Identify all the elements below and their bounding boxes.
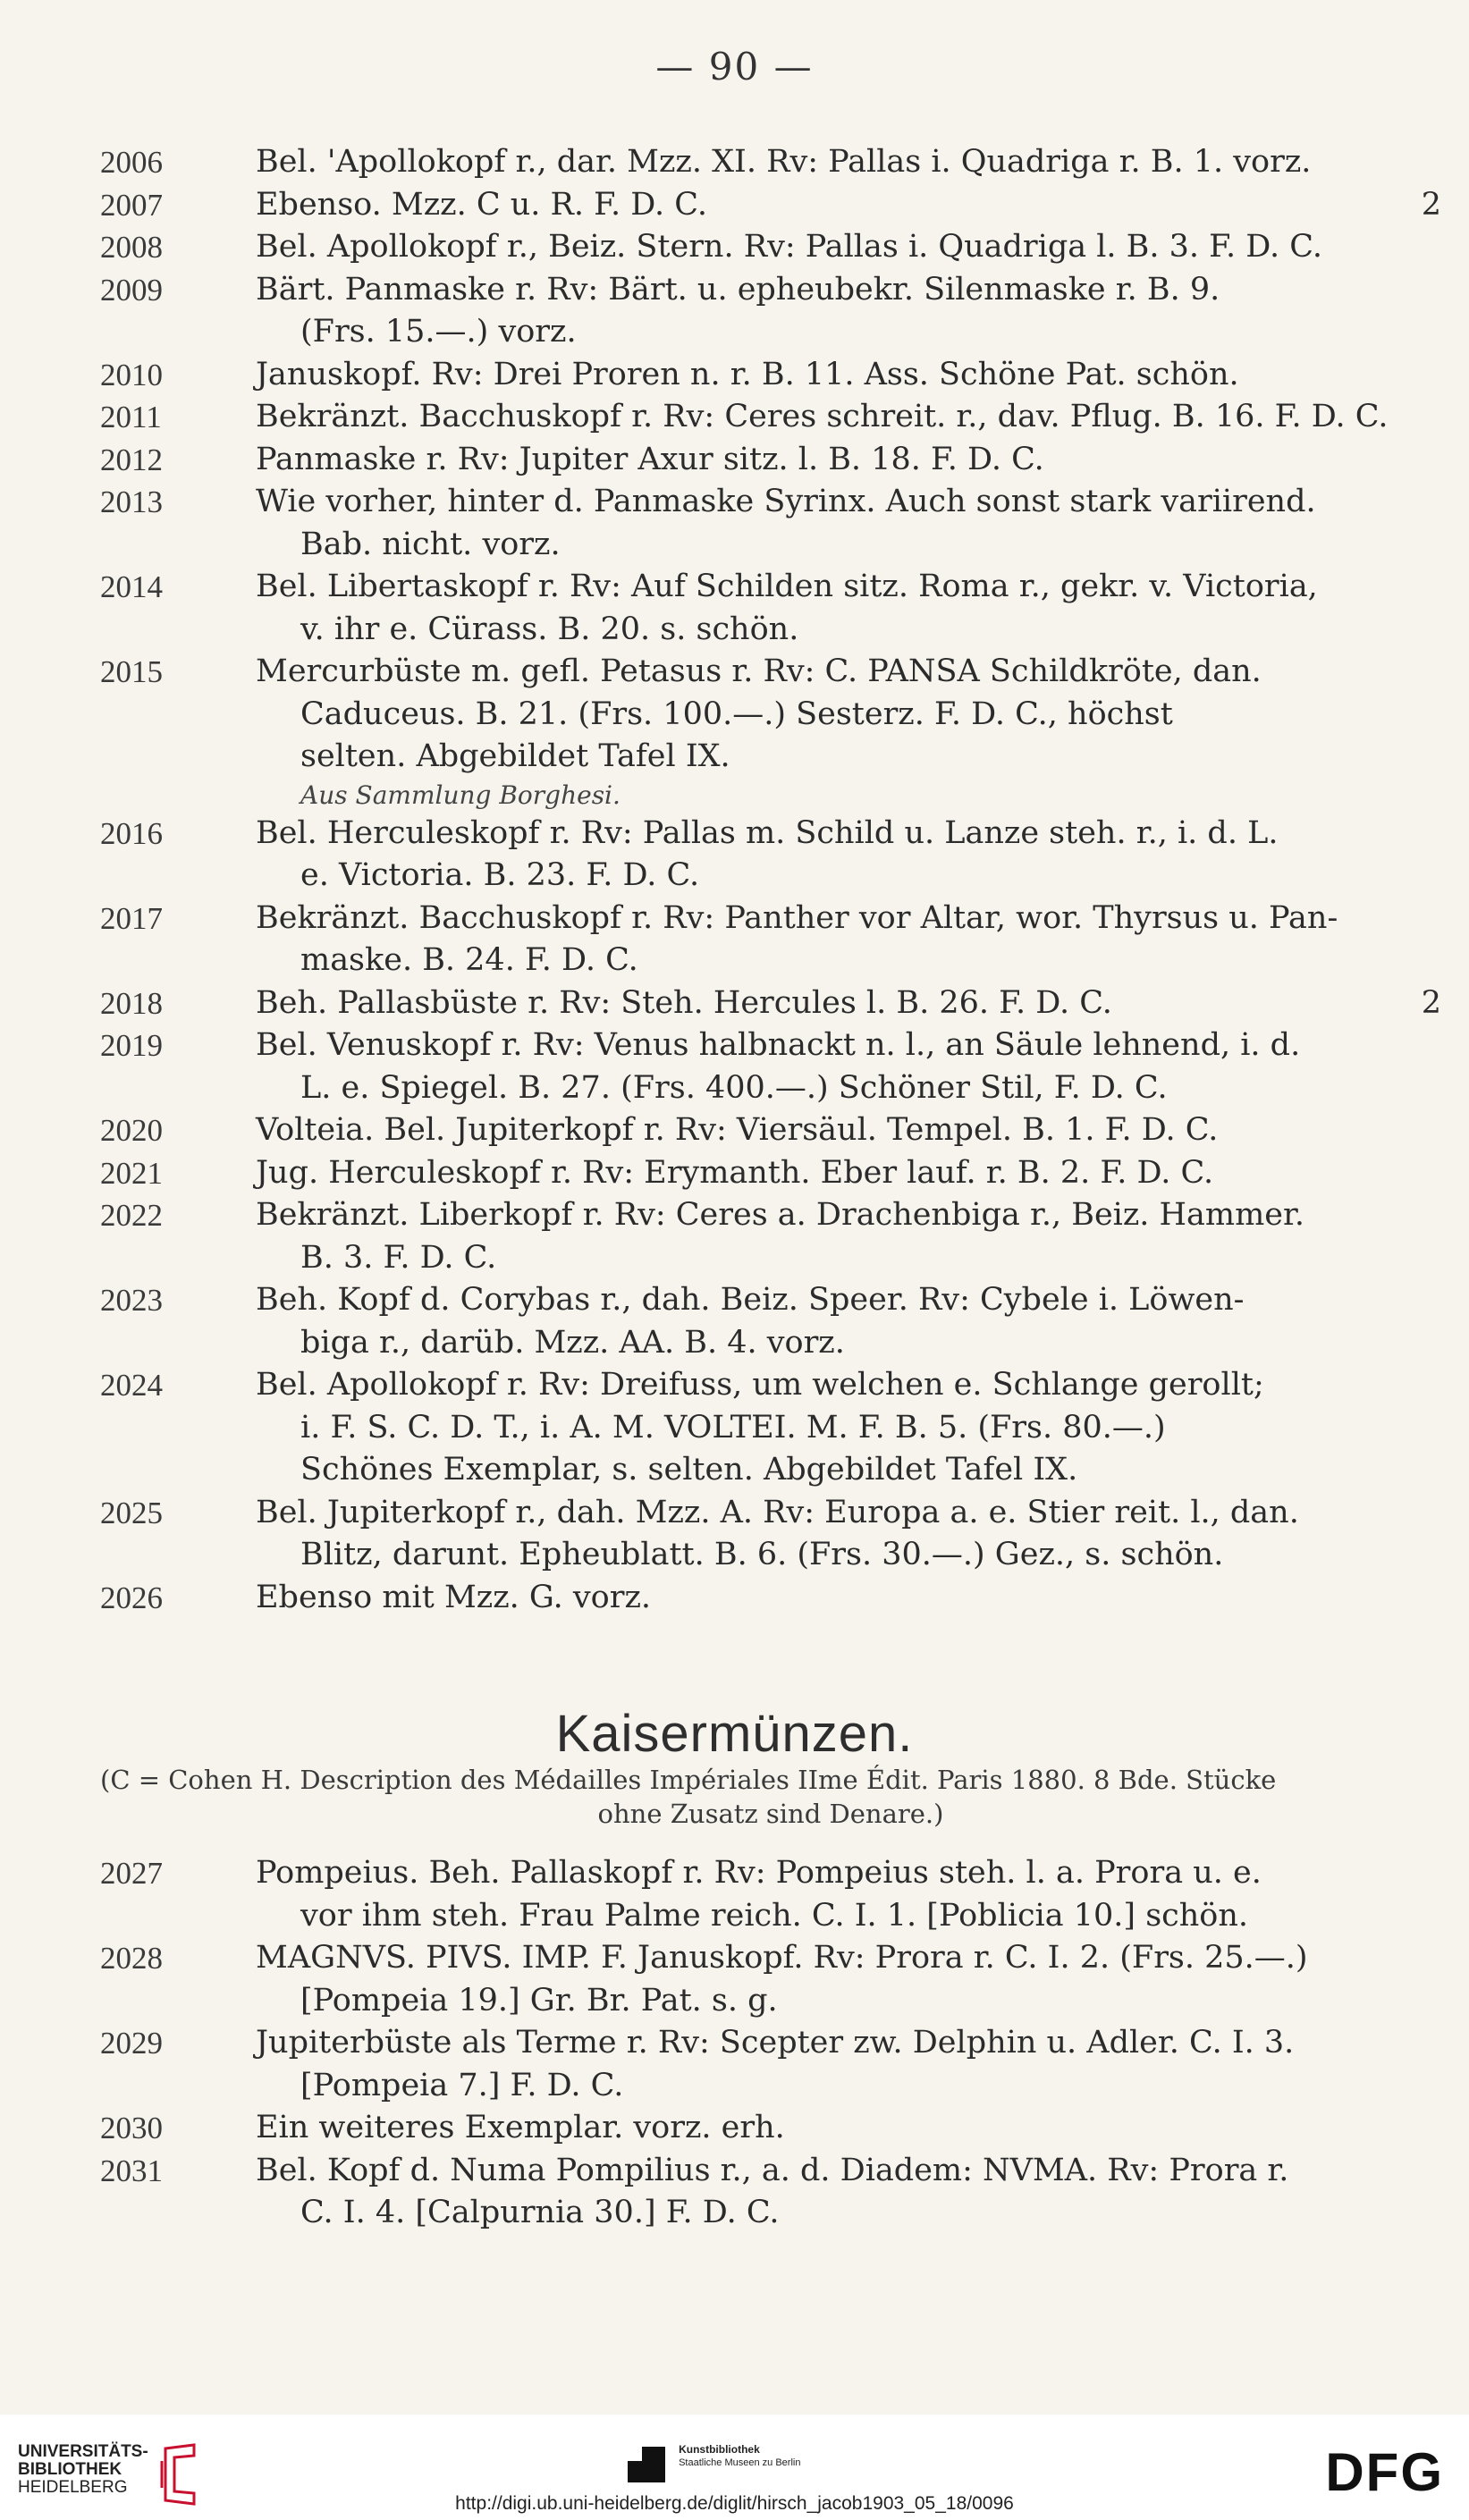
entry-text-line: vor ihm steh. Frau Palme reich. C. I. 1. [Poblicia 10.] schön. <box>300 1897 1249 1934</box>
entry-number: 2027 <box>100 1856 163 1891</box>
entry-text-line: Ebenso. Mzz. C u. R. F. D. C. <box>256 186 707 223</box>
entry-number: 2030 <box>100 2111 163 2145</box>
catalog-entry <box>100 898 1441 982</box>
entry-text-line: Bekränzt. Bacchuskopf r. Rv: Ceres schreit. r., dav. Pflug. B. 16. F. D. C. <box>256 399 1389 434</box>
footer-url[interactable]: http://digi.ub.uni-heidelberg.de/diglit/hirsch_jacob1903_05_18/0096 <box>455 2493 1014 2514</box>
catalog-entry <box>100 1364 1441 1492</box>
entry-text-line: MAGNVS. PIVS. IMP. F. Januskopf. Rv: Prora r. C. I. 2. (Frs. 25.—.) <box>256 1940 1308 1976</box>
entry-text-line: Caduceus. B. 21. (Frs. 100.—.) Sesterz. F. D. C., höchst <box>300 695 1173 732</box>
entry-text-line: L. e. Spiegel. B. 27. (Frs. 400.—.) Schöner Stil, F. D. C. <box>300 1069 1168 1106</box>
entry-number: 2019 <box>100 1028 163 1063</box>
catalog-entry <box>100 184 1441 227</box>
catalog-entry <box>100 2022 1441 2107</box>
entry-text-line: Panmaske r. Rv: Jupiter Axur sitz. l. B. 18. F. D. C. <box>256 441 1044 477</box>
section-note-line: (C = Cohen H. Description des Médailles Impériales IIme Édit. Paris 1880. 8 Bde. Stücke <box>100 1765 1277 1795</box>
entry-text-wrap <box>100 184 1441 227</box>
entry-text-line: maske. B. 24. F. D. C. <box>300 942 638 978</box>
entry-text-line: Bekränzt. Bacchuskopf r. Rv: Panther vor Altar, wor. Thyrsus u. Pan- <box>256 899 1338 936</box>
entry-number: 2015 <box>100 654 163 689</box>
catalog-entry <box>100 566 1441 651</box>
catalog-entry <box>100 651 1441 813</box>
entry-number: 2010 <box>100 357 163 392</box>
entry-text-line: Bel. Apollokopf r., Beiz. Stern. Rv: Pallas i. Quadriga l. B. 3. F. D. C. <box>256 229 1322 265</box>
entry-text-line: Jug. Herculeskopf r. Rv: Erymanth. Eber lauf. r. B. 2. F. D. C. <box>256 1154 1214 1191</box>
entry-number: 2014 <box>100 569 163 604</box>
catalog-entry <box>100 1279 1441 1364</box>
catalog-entry <box>100 1024 1441 1109</box>
entry-number: 2024 <box>100 1368 163 1403</box>
entry-margin-mark: 2 <box>1421 984 1441 1021</box>
entry-text-line: Bel. Kopf d. Numa Pompilius r., a. d. Diadem: NVMA. Rv: Prora r. <box>256 2152 1289 2188</box>
entry-text-line: e. Victoria. B. 23. F. D. C. <box>300 857 700 893</box>
catalog-entry <box>100 1194 1441 1279</box>
catalog-entry <box>100 1152 1441 1195</box>
entry-provenance-note: Aus Sammlung Borghesi. <box>300 780 621 810</box>
entry-number: 2031 <box>100 2153 163 2188</box>
entry-text-line: Jupiterbüste als Terme r. Rv: Scepter zw. Delphin u. Adler. C. I. 3. <box>256 2025 1295 2061</box>
catalog-entry <box>100 1492 1441 1577</box>
entry-text-line: Bab. nicht. vorz. <box>300 526 561 562</box>
entry-number: 2022 <box>100 1198 163 1233</box>
entry-text-line: Beh. Kopf d. Corybas r., dah. Beiz. Speer. Rv: Cybele i. Löwen- <box>256 1282 1245 1318</box>
entry-text-line: Bärt. Panmaske r. Rv: Bärt. u. epheubekr. Silenmaske r. B. 9. <box>256 271 1220 308</box>
catalog-entry <box>100 813 1441 898</box>
entry-text-line: Wie vorher, hinter d. Panmaske Syrinx. Auch sonst stark variirend. <box>256 484 1316 519</box>
entry-text-line: Pompeius. Beh. Pallaskopf r. Rv: Pompeius steh. l. a. Prora u. e. <box>256 1855 1262 1891</box>
entry-text-line: Schönes Exemplar, s. selten. Abgebildet Tafel IX. <box>300 1452 1078 1488</box>
section-note <box>100 1763 1441 1831</box>
entry-number: 2008 <box>100 230 163 265</box>
entry-text-line: Bekränzt. Liberkopf r. Rv: Ceres a. Drachenbiga r., Beiz. Hammer. <box>256 1197 1305 1233</box>
entry-number: 2018 <box>100 985 163 1021</box>
section-note-line: ohne Zusatz sind Denare.) <box>597 1799 944 1829</box>
dfg-logo[interactable]: DFG <box>1325 2442 1444 2502</box>
catalog-entry <box>100 2150 1441 2235</box>
footer <box>0 2415 1469 2520</box>
page-number: — 90 — <box>655 45 814 88</box>
entries-list <box>100 141 1441 1619</box>
entry-number: 2012 <box>100 442 163 477</box>
entry-text-line: [Pompeia 7.] F. D. C. <box>300 2067 624 2103</box>
entry-text-line: biga r., darüb. Mzz. AA. B. 4. vorz. <box>300 1324 845 1361</box>
entry-text-line: B. 3. F. D. C. <box>300 1239 497 1276</box>
catalog-entry <box>100 1109 1441 1152</box>
entry-text-line: i. F. S. C. D. T., i. A. M. VOLTEI. M. F. B. 5. (Frs. 80.—.) <box>300 1409 1166 1445</box>
entry-text-line: Blitz, darunt. Epheublatt. B. 6. (Frs. 30.—.) Gez., s. schön. <box>300 1537 1224 1572</box>
kunstbibliothek-logo[interactable] <box>626 2443 800 2486</box>
entry-text-line: Beh. Pallasbüste r. Rv: Steh. Hercules l. B. 26. F. D. C. <box>256 984 1112 1021</box>
catalog-entry <box>100 396 1441 439</box>
catalog-entry <box>100 439 1441 482</box>
catalog-entry <box>100 269 1441 354</box>
entry-text-line: Bel. 'Apollokopf r., dar. Mzz. XI. Rv: Pallas i. Quadriga r. B. 1. vorz. <box>256 144 1312 180</box>
entry-number: 2009 <box>100 272 163 308</box>
section-heading: Kaisermünzen. <box>555 1705 914 1763</box>
entry-text-line: Volteia. Bel. Jupiterkopf r. Rv: Viersäul. Tempel. B. 1. F. D. C. <box>256 1112 1219 1148</box>
catalog-entry <box>100 2107 1441 2150</box>
kunstbibliothek-emblem-icon <box>626 2443 667 2486</box>
kunstbibliothek-text: Kunstbibliothek Staatliche Museen zu Berlin <box>679 2443 801 2468</box>
library-name: UNIVERSITÄTS- BIBLIOTHEK HEIDELBERG <box>18 2442 148 2497</box>
entries-list-imperial <box>100 1852 1441 2235</box>
entry-number: 2016 <box>100 815 163 851</box>
entry-text-line: [Pompeia 19.] Gr. Br. Pat. s. g. <box>300 1982 778 2019</box>
entry-number: 2029 <box>100 2026 163 2061</box>
entry-text-line: (Frs. 15.—.) vorz. <box>300 314 577 350</box>
entry-text-line: Januskopf. Rv: Drei Proren n. r. B. 11. Ass. Schöne Pat. schön. <box>256 356 1239 392</box>
entry-number: 2023 <box>100 1283 163 1318</box>
entry-number: 2006 <box>100 145 163 180</box>
entry-text-line: v. ihr e. Cürass. B. 20. s. schön. <box>300 611 799 647</box>
entry-number: 2020 <box>100 1113 163 1148</box>
entry-number: 2013 <box>100 485 163 519</box>
catalog-entry <box>100 226 1441 269</box>
entry-number: 2007 <box>100 187 163 223</box>
catalog-entry <box>100 354 1441 397</box>
entry-text-line: Bel. Apollokopf r. Rv: Dreifuss, um welchen e. Schlange gerollt; <box>256 1367 1264 1403</box>
entry-number: 2021 <box>100 1155 163 1191</box>
catalog-entry <box>100 141 1441 184</box>
entry-margin-mark: 2 <box>1421 186 1441 223</box>
entry-number: 2028 <box>100 1941 163 1976</box>
catalog-entry <box>100 1577 1441 1620</box>
entry-text-line: Bel. Venuskopf r. Rv: Venus halbnackt n. l., an Säule lehnend, i. d. <box>256 1027 1301 1063</box>
entry-number: 2026 <box>100 1580 163 1615</box>
catalog-entry <box>100 1937 1441 2022</box>
entry-text-wrap <box>100 982 1441 1025</box>
entry-text-line: Ebenso mit Mzz. G. vorz. <box>256 1579 652 1615</box>
entry-text-line: Bel. Jupiterkopf r., dah. Mzz. A. Rv: Europa a. e. Stier reit. l., dan. <box>256 1494 1299 1530</box>
entry-text-line: Mercurbüste m. gefl. Petasus r. Rv: C. PANSA Schildkröte, dan. <box>256 653 1262 689</box>
catalog-entry <box>100 1852 1441 1937</box>
catalog-entry <box>100 481 1441 566</box>
entry-number: 2011 <box>100 400 162 434</box>
entry-text-line: selten. Abgebildet Tafel IX. <box>300 738 730 774</box>
entry-text-line: Bel. Libertaskopf r. Rv: Auf Schilden sitz. Roma r., gekr. v. Victoria, <box>256 569 1318 604</box>
catalog-entry <box>100 982 1441 1025</box>
entry-number: 2025 <box>100 1495 163 1530</box>
entry-text-line: Ein weiteres Exemplar. vorz. erh. <box>256 2110 785 2145</box>
entry-number: 2017 <box>100 900 163 936</box>
entry-text-line: C. I. 4. [Calpurnia 30.] F. D. C. <box>300 2195 780 2230</box>
entry-text-line: Bel. Herculeskopf r. Rv: Pallas m. Schild u. Lanze steh. r., i. d. L. <box>256 814 1279 851</box>
